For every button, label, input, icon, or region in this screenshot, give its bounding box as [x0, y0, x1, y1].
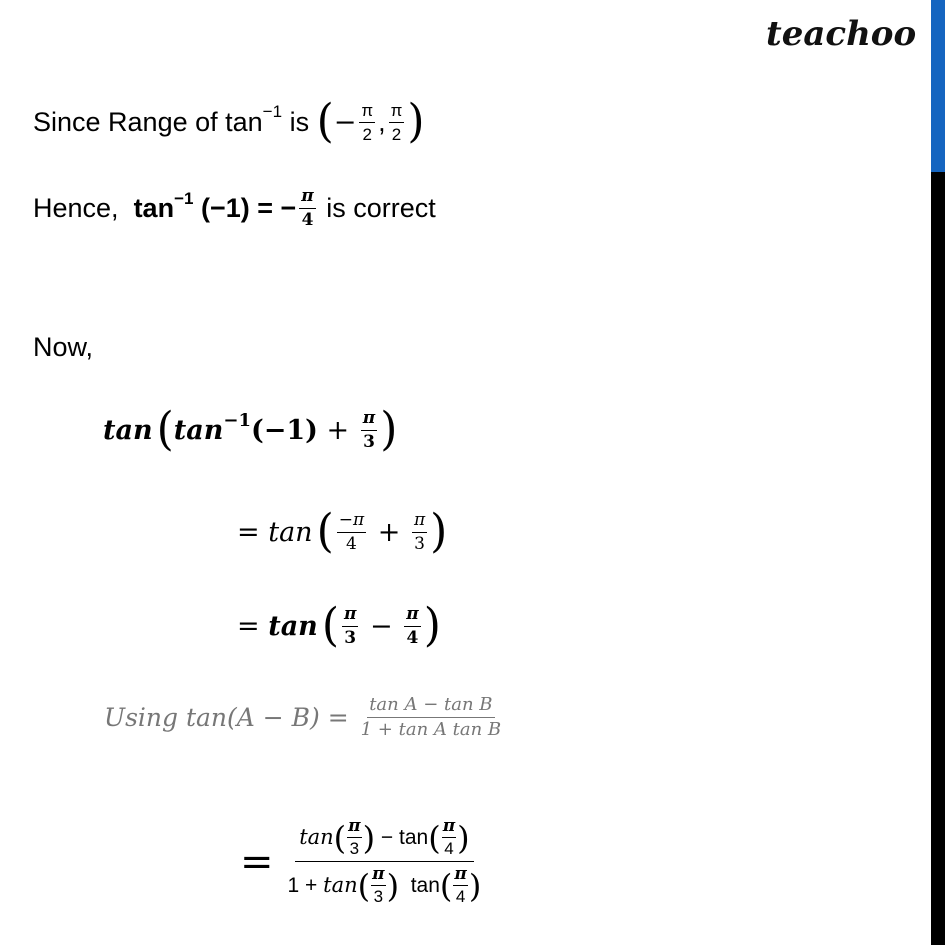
- step-one: [237, 504, 448, 559]
- frac-num: π: [299, 188, 315, 209]
- step-three: [240, 818, 485, 905]
- pi-over-three: [412, 509, 427, 554]
- formula-num: tan A − tan B: [367, 696, 494, 718]
- tan-text: tan: [323, 873, 358, 897]
- frac-num: −π: [337, 512, 366, 533]
- frac-num: π: [442, 816, 456, 836]
- left-paren: (: [316, 94, 334, 149]
- hence-statement: [33, 188, 436, 229]
- expression-main: [103, 402, 398, 457]
- neg-pi-over-four: [337, 509, 366, 554]
- left-paren: (: [357, 866, 371, 905]
- formula-lhs: tan(A − B) =: [185, 703, 357, 732]
- pi-over-four: [404, 603, 420, 648]
- hence-text: Hence,: [33, 193, 134, 223]
- tan-text: tan: [268, 610, 318, 642]
- minus-tan-text: − tan: [375, 826, 429, 849]
- left-paren: (: [316, 504, 334, 559]
- sidebar-accent: [931, 0, 945, 172]
- left-paren: (: [439, 866, 453, 905]
- frac-den: 3: [373, 887, 384, 906]
- pi-over-four: [299, 188, 315, 229]
- frac-den: 4: [455, 887, 466, 906]
- equals-sign: =: [240, 838, 274, 885]
- teachoo-logo: teachoo: [766, 14, 917, 54]
- right-sidebar: [931, 0, 945, 945]
- right-paren: ): [457, 818, 470, 857]
- right-paren: ): [430, 504, 448, 559]
- comma: ,: [378, 106, 386, 137]
- right-paren: ): [407, 94, 425, 149]
- frac-den: 4: [406, 627, 419, 648]
- right-paren: ): [468, 866, 482, 905]
- frac-num: π: [454, 864, 467, 884]
- frac-den: 4: [444, 839, 454, 858]
- equals-sign: =: [237, 516, 269, 548]
- formula-den: 1 + tan A tan B: [360, 719, 502, 740]
- frac-den: 3: [349, 839, 360, 858]
- equals-sign: =: [237, 610, 269, 642]
- pi-over-four: [442, 818, 456, 857]
- plus-sign: +: [369, 516, 409, 548]
- tan-text: tan: [299, 825, 334, 849]
- tan-text: tan: [133, 193, 175, 223]
- frac-num: π: [389, 102, 405, 123]
- frac-num: π: [348, 816, 361, 836]
- pi-over-three: [347, 818, 361, 857]
- formula-note: [104, 696, 506, 739]
- frac-den: 2: [391, 124, 402, 144]
- range-statement: [33, 94, 425, 149]
- frac-num: π: [372, 864, 385, 884]
- pi-over-three: [371, 866, 385, 905]
- correct-text: is correct: [318, 193, 436, 223]
- minus-sign: −: [333, 106, 357, 138]
- inverse-sup: −1: [174, 188, 194, 208]
- arg-text: (−1): [251, 414, 318, 446]
- frac-num: π: [404, 606, 420, 627]
- right-paren: ): [386, 866, 400, 905]
- right-paren: ): [362, 818, 376, 857]
- tan-inverse-text: tan: [173, 414, 224, 446]
- plus-sign: +: [317, 414, 358, 446]
- frac-num: π: [359, 102, 375, 123]
- left-paren: (: [333, 818, 347, 857]
- now-text: Now,: [33, 332, 94, 362]
- one-plus-text: 1 +: [287, 874, 324, 897]
- using-text: Using: [104, 703, 186, 732]
- frac-den: 4: [346, 533, 357, 554]
- frac-den: 3: [363, 431, 375, 452]
- right-paren: ): [423, 598, 441, 653]
- pi-over-two: [389, 102, 405, 143]
- frac-num: π: [412, 512, 427, 533]
- pi-over-four: [453, 866, 467, 905]
- neg-pi-over-two: [359, 102, 375, 143]
- frac-den: 3: [414, 533, 425, 554]
- fraction-numerator: [295, 818, 473, 862]
- arg-text: (−1) = −: [193, 193, 297, 223]
- pi-over-three: [342, 603, 358, 648]
- left-paren: (: [321, 598, 339, 653]
- tan-difference-fraction: [284, 818, 486, 905]
- frac-num: π: [361, 410, 377, 431]
- is-text: is: [282, 106, 317, 137]
- minus-sign: −: [361, 610, 402, 642]
- pi-over-three: [361, 407, 377, 452]
- frac-den: 2: [362, 124, 372, 144]
- inverse-sup: −1: [223, 409, 251, 431]
- tan-text: tan: [103, 414, 153, 446]
- inverse-sup: −1: [262, 102, 283, 121]
- range-text: Since Range of tan: [33, 106, 263, 137]
- frac-num: π: [342, 606, 358, 627]
- step-two: [237, 598, 441, 653]
- tan-text-2: tan: [399, 874, 440, 897]
- frac-den: 3: [344, 627, 357, 648]
- right-paren: ): [380, 402, 398, 457]
- left-paren: (: [156, 402, 174, 457]
- now-label: [33, 332, 93, 363]
- formula-fraction: [359, 696, 503, 739]
- frac-den: 4: [301, 210, 314, 230]
- fraction-denominator: [284, 862, 486, 905]
- tan-text: tan: [268, 516, 313, 548]
- left-paren: (: [428, 818, 441, 857]
